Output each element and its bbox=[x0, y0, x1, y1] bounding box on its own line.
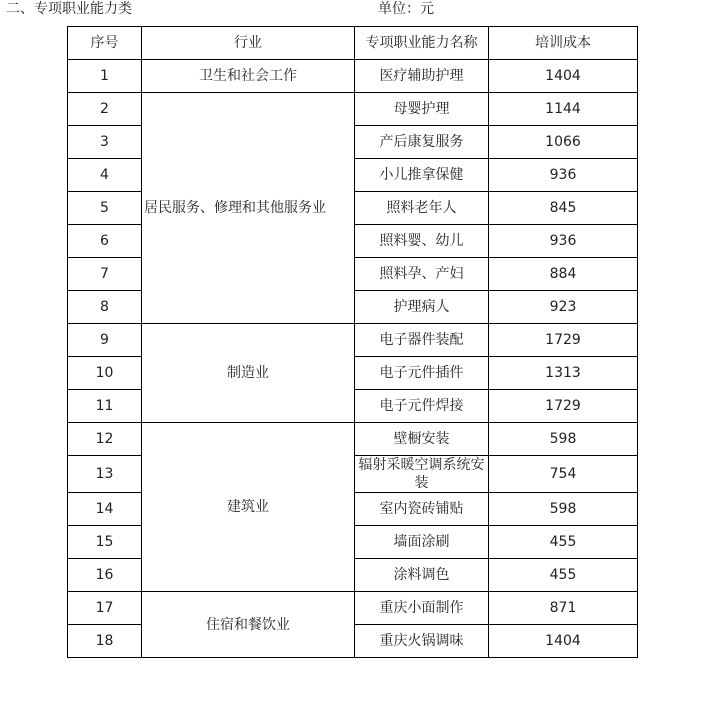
row-name: 小儿推拿保健 bbox=[355, 159, 489, 192]
row-no: 7 bbox=[68, 258, 142, 291]
row-name: 辐射采暖空调系统安装 bbox=[355, 456, 489, 493]
row-name: 照料婴、幼儿 bbox=[355, 225, 489, 258]
row-name: 产后康复服务 bbox=[355, 126, 489, 159]
row-name: 墙面涂刷 bbox=[355, 526, 489, 559]
unit-label: 单位：元 bbox=[378, 1, 434, 17]
header-industry: 行业 bbox=[142, 27, 355, 60]
table-row bbox=[68, 93, 638, 126]
row-name: 母婴护理 bbox=[355, 93, 489, 126]
row-cost: 845 bbox=[489, 192, 638, 225]
table-header-row bbox=[68, 27, 638, 60]
row-name: 室内瓷砖铺贴 bbox=[355, 493, 489, 526]
header-no: 序号 bbox=[68, 27, 142, 60]
row-no: 15 bbox=[68, 526, 142, 559]
row-no: 14 bbox=[68, 493, 142, 526]
table-row bbox=[68, 592, 638, 625]
table-row bbox=[68, 60, 638, 93]
row-cost: 1729 bbox=[489, 390, 638, 423]
row-no: 4 bbox=[68, 159, 142, 192]
row-cost: 884 bbox=[489, 258, 638, 291]
row-no: 1 bbox=[68, 60, 142, 93]
cost-table bbox=[67, 26, 638, 658]
row-cost: 1404 bbox=[489, 60, 638, 93]
row-name: 重庆火锅调味 bbox=[355, 625, 489, 658]
row-no: 17 bbox=[68, 592, 142, 625]
row-cost: 936 bbox=[489, 159, 638, 192]
industry-cell: 制造业 bbox=[142, 324, 355, 423]
row-name: 重庆小面制作 bbox=[355, 592, 489, 625]
row-cost: 455 bbox=[489, 526, 638, 559]
row-cost: 871 bbox=[489, 592, 638, 625]
table-row bbox=[68, 423, 638, 456]
row-cost: 1404 bbox=[489, 625, 638, 658]
row-cost: 936 bbox=[489, 225, 638, 258]
row-name: 医疗辅助护理 bbox=[355, 60, 489, 93]
row-no: 10 bbox=[68, 357, 142, 390]
industry-cell: 建筑业 bbox=[142, 423, 355, 592]
row-cost: 1729 bbox=[489, 324, 638, 357]
row-no: 8 bbox=[68, 291, 142, 324]
industry-cell: 居民服务、修理和其他服务业 bbox=[142, 93, 355, 324]
row-no: 18 bbox=[68, 625, 142, 658]
header-cost: 培训成本 bbox=[489, 27, 638, 60]
row-no: 2 bbox=[68, 93, 142, 126]
row-cost: 1066 bbox=[489, 126, 638, 159]
row-no: 9 bbox=[68, 324, 142, 357]
row-name: 电子器件装配 bbox=[355, 324, 489, 357]
row-no: 11 bbox=[68, 390, 142, 423]
row-name: 照料孕、产妇 bbox=[355, 258, 489, 291]
row-name: 壁橱安装 bbox=[355, 423, 489, 456]
row-name: 电子元件插件 bbox=[355, 357, 489, 390]
industry-cell: 卫生和社会工作 bbox=[142, 60, 355, 93]
row-no: 16 bbox=[68, 559, 142, 592]
row-cost: 1144 bbox=[489, 93, 638, 126]
header-skill-name: 专项职业能力名称 bbox=[355, 27, 489, 60]
row-no: 5 bbox=[68, 192, 142, 225]
table-row bbox=[68, 324, 638, 357]
row-name: 照料老年人 bbox=[355, 192, 489, 225]
row-cost: 598 bbox=[489, 423, 638, 456]
row-no: 3 bbox=[68, 126, 142, 159]
row-no: 12 bbox=[68, 423, 142, 456]
row-cost: 923 bbox=[489, 291, 638, 324]
row-cost: 455 bbox=[489, 559, 638, 592]
row-cost: 1313 bbox=[489, 357, 638, 390]
row-name: 涂料调色 bbox=[355, 559, 489, 592]
row-name: 护理病人 bbox=[355, 291, 489, 324]
row-name: 电子元件焊接 bbox=[355, 390, 489, 423]
row-no: 13 bbox=[68, 456, 142, 493]
row-cost: 754 bbox=[489, 456, 638, 493]
section-heading: 二、专项职业能力类 bbox=[6, 1, 132, 17]
row-no: 6 bbox=[68, 225, 142, 258]
industry-cell: 住宿和餐饮业 bbox=[142, 592, 355, 658]
row-cost: 598 bbox=[489, 493, 638, 526]
